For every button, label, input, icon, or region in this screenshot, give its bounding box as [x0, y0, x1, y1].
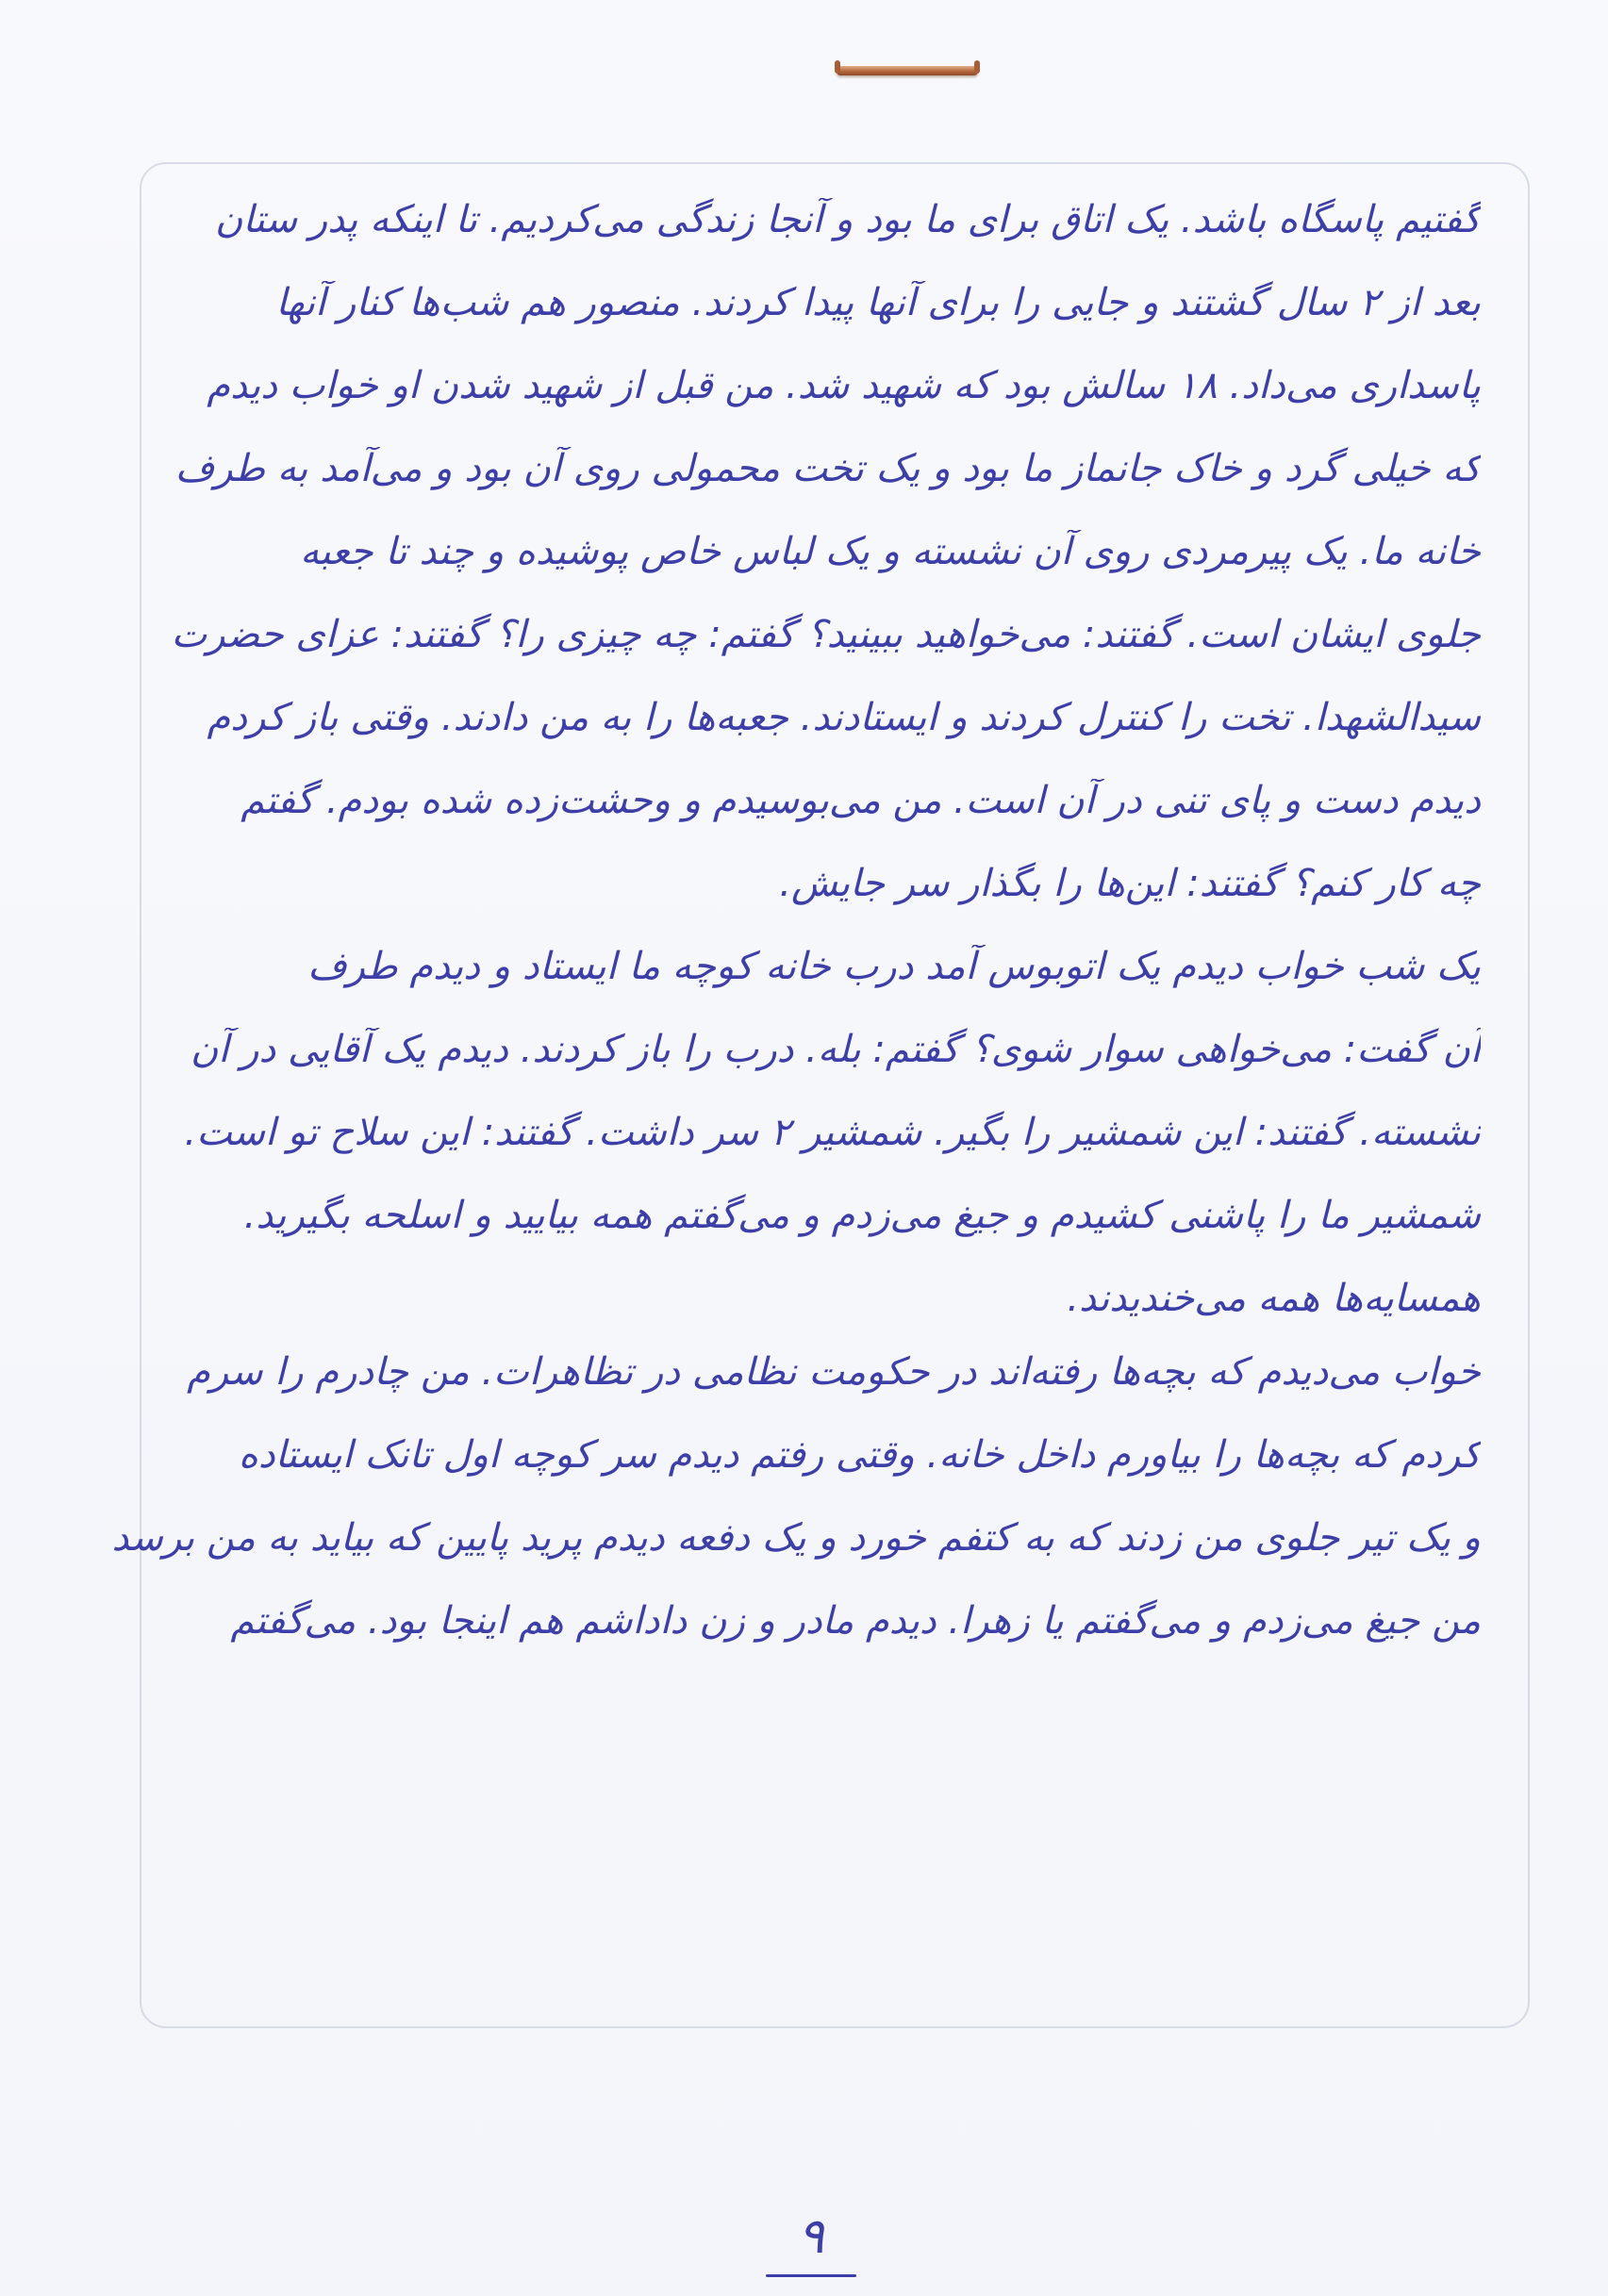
text-line-10: یک شب خواب دیدم یک اتوبوس آمد درب خانه کوچه ما ایستاد و دیدم طرف: [307, 945, 1481, 988]
text-line-2: بعد از ۲ سال گشتند و جایی را برای آنها پیدا کردند. منصور هم شب‌ها کنار آنها: [275, 281, 1481, 324]
text-line-12: نشسته. گفتند: این شمشیر را بگیر. شمشیر ۲ سر داشت. گفتند: این سلاح تو است.: [184, 1111, 1481, 1154]
text-line-14: همسایه‌ها همه می‌خندیدند.: [1067, 1277, 1481, 1320]
text-line-5: خانه ما. یک پیرمردی روی آن نشسته و یک لباس خاص پوشیده و چند تا جعبه: [300, 530, 1481, 573]
text-line-15: خواب می‌دیدم که بچه‌ها رفته‌اند در حکومت نظامی در تظاهرات. من چادرم را سرم: [187, 1350, 1481, 1394]
page-number-underline: [766, 2274, 856, 2277]
text-line-3: پاسداری می‌داد. ۱۸ سالش بود که شهید شد. من قبل از شهید شدن او خواب دیدم: [207, 364, 1481, 407]
page-number: ۹: [798, 2208, 824, 2265]
text-line-6: جلوی ایشان است. گفتند: می‌خواهید ببینید؟ گفتم: چه چیزی را؟ گفتند: عزای حضرت: [171, 613, 1481, 656]
text-line-11: آن گفت: می‌خواهی سوار شوی؟ گفتم: بله. درب را باز کردند. دیدم یک آقایی در آن: [190, 1028, 1481, 1071]
text-line-16: کردم که بچه‌ها را بیاورم داخل خانه. وقتی رفتم دیدم سر کوچه اول تانک ایستاده: [238, 1433, 1481, 1477]
text-line-17: و یک تیر جلوی من زدند که به کتفم خورد و یک دفعه دیدم پرید پایین که بیاید به من برسد: [111, 1516, 1481, 1560]
text-line-9: چه کار کنم؟ گفتند: این‌ها را بگذار سر جایش.: [779, 862, 1481, 905]
text-line-1: گفتیم پاسگاه باشد. یک اتاق برای ما بود و آنجا زندگی می‌کردیم. تا اینکه پدر ستان: [215, 198, 1481, 241]
handwritten-text-block: [66, 179, 1481, 2018]
text-line-4: که خیلی گرد و خاک جانماز ما بود و یک تخت محمولی روی آن بود و می‌آمد به طرف: [174, 447, 1481, 490]
text-line-8: دیدم دست و پای تنی در آن است. من می‌بوسیدم و وحشت‌زده شده بودم. گفتم: [240, 779, 1481, 822]
text-line-7: سیدالشهدا. تخت را کنترل کردند و ایستادند. جعبه‌ها را به من دادند. وقتی باز کردم: [207, 696, 1481, 739]
text-line-13: شمشیر ما را پاشنی کشیدم و جیغ می‌زدم و می‌گفتم همه بیایید و اسلحه بگیرید.: [243, 1194, 1481, 1237]
staple: [837, 66, 978, 75]
text-line-18: من جیغ می‌زدم و می‌گفتم یا زهرا. دیدم مادر و زن داداشم هم اینجا بود. می‌گفتم: [230, 1599, 1481, 1643]
